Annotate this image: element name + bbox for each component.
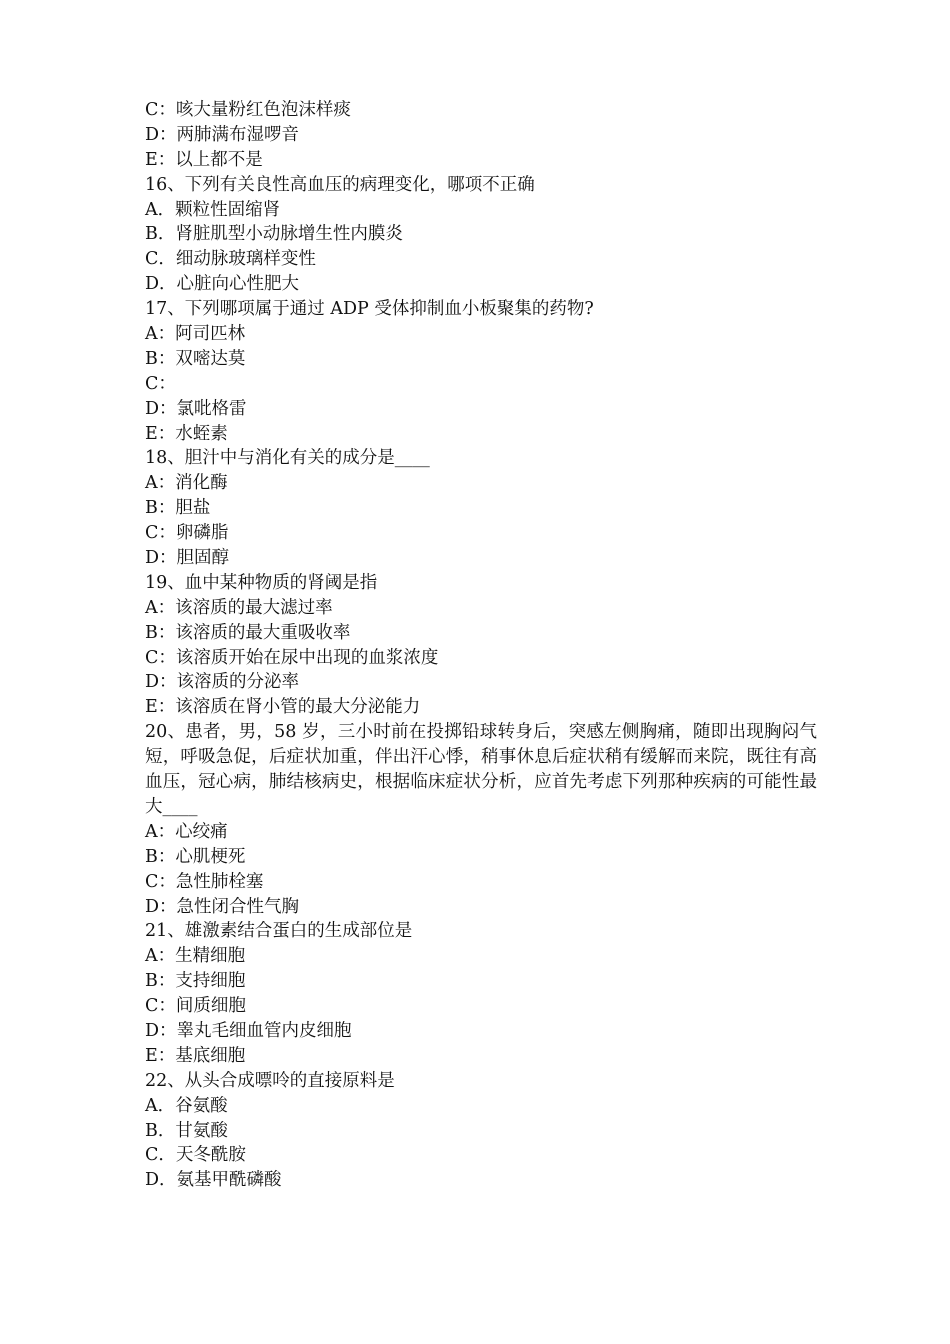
question-20: 20、患者，男，58 岁，三小时前在投掷铅球转身后，突感左侧胸痛，随即出现胸闷气短，呼吸急促，后症状加重，伴出汗心悸，稍事休息后症状稍有缓解而来院，既往有高血压，冠心病，肺结核病史，根据临床症状分析，应首先考虑下列那种疾病的可能性最大____ [145,722,817,817]
text-line: B：胆盐 [145,498,211,519]
text-line: B：该溶质的最大重吸收率 [145,622,351,643]
question-21: 21、雄激素结合蛋白的生成部位是 [145,921,413,942]
text-line: D：睾丸毛细血管内皮细胞 [145,1021,352,1042]
text-line: B：双嘧达莫 [145,348,246,369]
text-line: E：水蛭素 [145,423,228,444]
text-line: D：氯吡格雷 [145,398,247,419]
text-line: B．肾脏肌型小动脉增生性内膜炎 [145,224,403,245]
question-18: 18、胆汁中与消化有关的成分是____ [145,448,430,469]
text-line: C：间质细胞 [145,996,246,1017]
document-text [145,98,817,1193]
question-16: 16、下列有关良性高血压的病理变化，哪项不正确 [145,174,535,195]
question-17: 17、下列哪项属于通过 ADP 受体抑制血小板聚集的药物? [145,299,594,320]
text-line: D．氨基甲酰磷酸 [145,1170,282,1191]
text-line: D：胆固醇 [145,548,230,569]
text-line: D．心脏向心性肥大 [145,274,300,295]
text-line: D：两肺满布湿啰音 [145,124,300,145]
text-line: C：该溶质开始在尿中出现的血浆浓度 [145,647,439,668]
text-line: C．细动脉玻璃样变性 [145,249,316,270]
text-line: E：该溶质在肾小管的最大分泌能力 [145,697,421,718]
text-line: B：心肌梗死 [145,846,246,867]
text-line: A：阿司匹林 [145,324,246,345]
text-line: C：急性肺栓塞 [145,871,264,892]
question-22: 22、从头合成嘌呤的直接原料是 [145,1070,395,1091]
text-line: D：急性闭合性气胸 [145,896,300,917]
text-line: D：该溶质的分泌率 [145,672,300,693]
text-line: C： [145,373,176,394]
question-19: 19、血中某种物质的肾阈是指 [145,572,378,593]
text-line: A：该溶质的最大滤过率 [145,597,333,618]
text-line: E：以上都不是 [145,149,263,170]
text-line: B：支持细胞 [145,971,246,992]
text-line: E：基底细胞 [145,1045,246,1066]
text-line: A．颗粒性固缩肾 [145,199,281,220]
text-line: A．谷氨酸 [145,1095,228,1116]
text-line: A：消化酶 [145,473,228,494]
text-line: A：生精细胞 [145,946,246,967]
text-line: A：心绞痛 [145,821,228,842]
text-line: B．甘氨酸 [145,1120,228,1141]
text-line: C：卵磷脂 [145,523,229,544]
text-line: C：咳大量粉红色泡沫样痰 [145,100,351,120]
text-line: C．天冬酰胺 [145,1145,246,1166]
